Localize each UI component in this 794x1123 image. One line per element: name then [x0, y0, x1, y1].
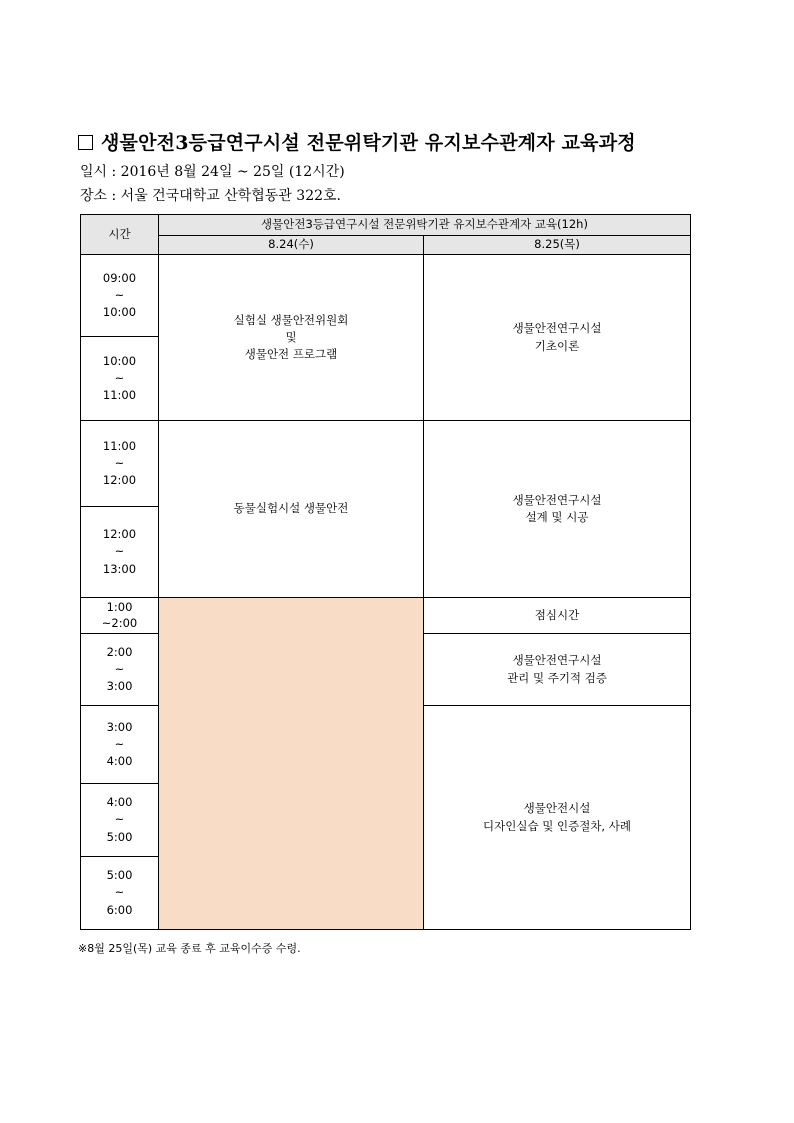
footnote: ※8월 25일(목) 교육 종료 후 교육이수증 수령. [78, 942, 301, 955]
time-slot: 4:00 ~ 5:00 [81, 784, 159, 857]
day2-session-4: 생물안전연구시설 관리 및 주기적 검증 [424, 634, 691, 706]
day1-session-1: 실험실 생물안전위원회 및 생물안전 프로그램 [159, 255, 424, 421]
day2-session-2: 생물안전연구시설 설계 및 시공 [424, 421, 691, 598]
title-text: 생물안전3등급연구시설 전문위탁기관 유지보수관계자 교육과정 [101, 132, 636, 154]
time-slot: 11:00 ~ 12:00 [81, 421, 159, 507]
time-slot: 1:00 ~2:00 [81, 598, 159, 634]
place-line: 장소 : 서울 건국대학교 산학협동관 322호. [80, 188, 341, 204]
time-header: 시간 [81, 215, 159, 255]
course-header: 생물안전3등급연구시설 전문위탁기관 유지보수관계자 교육(12h) [159, 215, 691, 236]
time-slot: 2:00 ~ 3:00 [81, 634, 159, 706]
time-slot: 5:00 ~ 6:00 [81, 857, 159, 930]
time-slot: 10:00 ~ 11:00 [81, 337, 159, 421]
date-line: 일시 : 2016년 8월 24일 ~ 25일 (12시간) [80, 164, 345, 180]
day2-lunch: 점심시간 [424, 598, 691, 634]
day1-session-2: 동물실험시설 생물안전 [159, 421, 424, 598]
day2-session-1: 생물안전연구시설 기초이론 [424, 255, 691, 421]
day2-session-5: 생물안전시설 디자인실습 및 인증절차, 사례 [424, 706, 691, 930]
checkbox-square-icon [78, 135, 93, 150]
time-slot: 3:00 ~ 4:00 [81, 706, 159, 784]
schedule-table [80, 214, 691, 930]
time-slot: 12:00 ~ 13:00 [81, 507, 159, 598]
day1-empty-block [159, 598, 424, 930]
day2-header: 8.25(목) [424, 236, 691, 255]
day1-header: 8.24(수) [159, 236, 424, 255]
document-title [78, 128, 636, 155]
time-slot: 09:00 ~ 10:00 [81, 255, 159, 337]
